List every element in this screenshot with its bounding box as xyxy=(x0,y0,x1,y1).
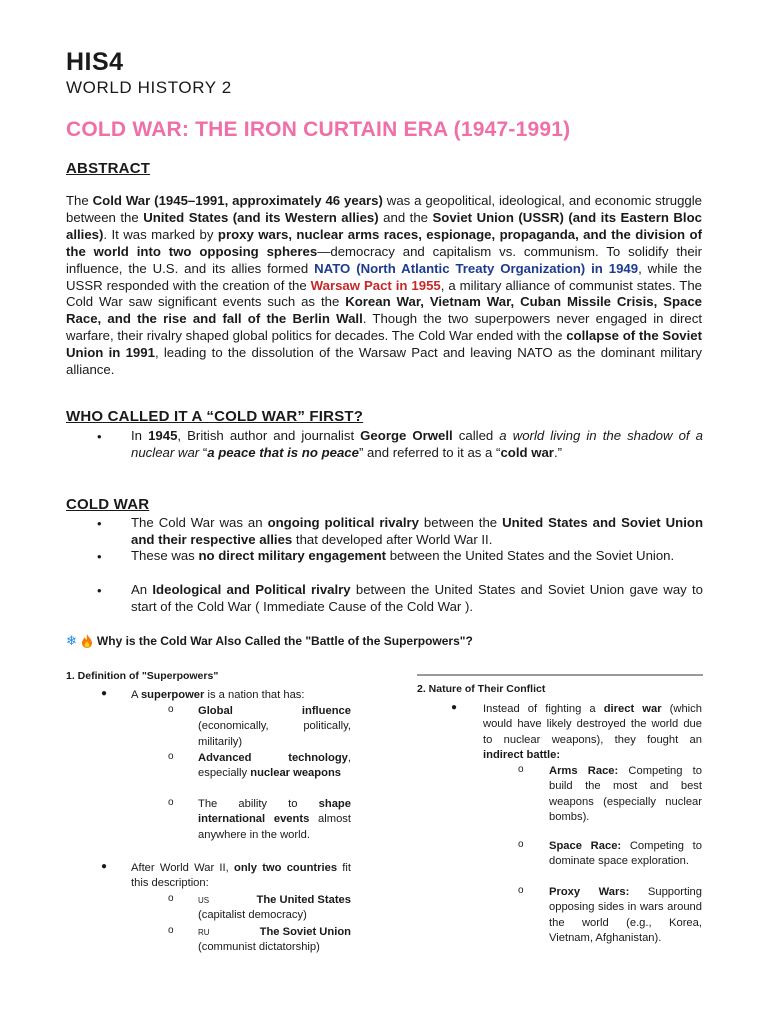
text-run: Global influence xyxy=(198,705,351,717)
orwell-item xyxy=(131,428,703,462)
abstract-heading: ABSTRACT xyxy=(66,160,151,177)
indirect-battle-intro xyxy=(483,702,702,763)
text-run: Korean War, Vietnam War, Cuban Missile Crisis, Space Race, and the rise and fall of the Berlin Wall xyxy=(66,294,702,327)
text-run: a peace that is no peace xyxy=(207,444,359,460)
text-run: NATO (North Atlantic Treaty Organization) in 1949 xyxy=(314,260,639,276)
circle-bullet-icon: o xyxy=(518,764,524,775)
cold-war-item-3 xyxy=(131,582,703,616)
main-title: COLD WAR: THE IRON CURTAIN ERA (1947-1991) xyxy=(66,118,571,141)
text-run: called xyxy=(452,428,500,443)
arms-race-item xyxy=(549,764,702,825)
text-run: indirect battle: xyxy=(483,748,561,761)
text-run: , while the USSR responded with the creation of the xyxy=(66,260,702,293)
text-run: Competing to dominate space exploration. xyxy=(549,840,702,868)
circle-bullet-icon: o xyxy=(168,704,174,715)
country-united-states xyxy=(198,893,351,924)
circle-bullet-icon: o xyxy=(168,751,174,762)
bullet-icon: • xyxy=(97,429,102,444)
trait-global-influence xyxy=(198,704,351,750)
text-run: 1945 xyxy=(148,428,178,443)
text-run: almost anywhere in the world. xyxy=(198,813,351,841)
text-run: The ability to xyxy=(198,798,319,810)
abstract-paragraph xyxy=(66,193,702,379)
text-run: a world living in the shadow of a nuclear war xyxy=(131,428,703,460)
country-name: The United States xyxy=(256,894,351,906)
text-run: ongoing political rivalry xyxy=(267,515,419,530)
space-race-item xyxy=(549,839,702,870)
bullet-icon: ● xyxy=(101,861,108,872)
text-run: (economically, politically, militarily) xyxy=(198,720,351,748)
bullet-icon: • xyxy=(97,549,102,564)
who-called-heading: WHO CALLED IT A “COLD WAR” FIRST? xyxy=(66,408,364,425)
section-divider xyxy=(417,674,703,676)
text-run: no direct military engagement xyxy=(198,548,387,563)
text-run: is a nation that has: xyxy=(204,689,305,701)
text-run: United States and Soviet Union and their respective allies xyxy=(131,515,704,547)
text-run: Proxy Wars: xyxy=(549,886,630,898)
bullet-icon: ● xyxy=(451,702,458,713)
text-run: fit this description: xyxy=(131,862,351,890)
circle-bullet-icon: o xyxy=(168,893,174,904)
snowflake-icon: ❄ xyxy=(66,633,77,648)
text-run: superpower xyxy=(140,689,205,701)
text-run: , British author and journalist xyxy=(177,428,361,443)
text-run: that developed after World War II. xyxy=(292,531,493,547)
text-run: In xyxy=(131,428,149,443)
circle-bullet-icon: o xyxy=(168,797,174,808)
definition-heading: 1. Definition of "Superpowers" xyxy=(66,670,219,682)
text-run: , a military alliance of communist states. The Cold War saw significant events such as the xyxy=(66,277,702,310)
text-run: A xyxy=(131,689,141,701)
text-run: cold war xyxy=(500,444,554,460)
bullet-icon: • xyxy=(97,516,102,531)
ru-flag-label: RU xyxy=(198,928,210,937)
text-run: direct war xyxy=(603,703,662,715)
text-run: An xyxy=(131,582,153,597)
text-run: After World War II, xyxy=(131,862,234,874)
text-run: Instead of fighting a xyxy=(483,703,604,715)
text-run: nuclear weapons xyxy=(250,767,342,780)
text-run: . It was marked by xyxy=(103,226,218,242)
country-description: (communist dictatorship) xyxy=(198,941,320,954)
text-run: The xyxy=(66,193,93,208)
text-run: was a geopolitical, ideological, and economic struggle between the xyxy=(66,193,703,225)
text-run: Space Race: xyxy=(549,840,622,852)
text-run: proxy wars, nuclear arms races, espionage, propaganda, and the division of the world into two opposing spheres xyxy=(66,226,702,259)
trait-advanced-technology xyxy=(198,751,351,782)
text-run: George Orwell xyxy=(360,428,453,443)
cold-war-item-1 xyxy=(131,515,703,549)
course-title: WORLD HISTORY 2 xyxy=(66,78,232,97)
text-run: The Cold War was an xyxy=(131,515,268,530)
course-code: HIS4 xyxy=(66,48,124,76)
fire-icon xyxy=(81,634,93,648)
circle-bullet-icon: o xyxy=(168,925,174,936)
text-run: collapse of the Soviet Union in 1991 xyxy=(66,328,702,361)
superpowers-question-text: Why is the Cold War Also Called the "Battle of the Superpowers"? xyxy=(96,634,473,648)
bullet-icon: ● xyxy=(101,688,108,699)
text-run: , leading to the dissolution of the Warsaw Pact and leaving NATO as the dominant military alliance. xyxy=(66,345,702,378)
bullet-icon: • xyxy=(97,583,102,598)
text-run: , especially xyxy=(198,752,351,780)
text-run: Arms Race: xyxy=(549,765,619,777)
superpower-definition xyxy=(131,688,361,703)
text-run: between the xyxy=(418,515,503,530)
trait-shape-events xyxy=(198,797,351,843)
country-name: The Soviet Union xyxy=(259,926,351,938)
text-run: “ xyxy=(199,444,208,460)
superpowers-question xyxy=(66,633,473,649)
us-flag-label: US xyxy=(198,896,210,905)
text-run: Warsaw Pact in 1955 xyxy=(310,277,441,293)
cold-war-heading: COLD WAR xyxy=(66,496,150,513)
text-run: These was xyxy=(131,548,199,563)
conflict-heading: 2. Nature of Their Conflict xyxy=(417,683,546,695)
text-run: Advanced technology xyxy=(198,752,348,764)
text-run: Supporting opposing sides in wars around the world (e.g., Korea, Vietnam, Afghanistan). xyxy=(549,886,702,944)
text-run: only two countries xyxy=(233,862,338,874)
country-description: (capitalist democracy) xyxy=(198,909,307,922)
circle-bullet-icon: o xyxy=(518,839,524,850)
text-run: . Though the two superpowers never engaged in direct warfare, their rivalry shaped global politics for decades. The Cold War ended with the xyxy=(66,311,702,344)
cold-war-item-2 xyxy=(131,548,703,565)
circle-bullet-icon: o xyxy=(518,885,524,896)
text-run: Ideological and Political rivalry xyxy=(152,582,351,597)
text-run: ” and referred to it as a “ xyxy=(358,444,501,460)
text-run: between the United States and the Soviet Union. xyxy=(386,548,675,563)
text-run: shape international events xyxy=(198,798,351,826)
text-run: .” xyxy=(553,444,562,460)
two-countries-intro xyxy=(131,861,351,892)
text-run: between the United States and Soviet Union gave way to start of the Cold War ( Immediate Cause of the Cold War ). xyxy=(131,582,704,614)
text-run: Soviet Union (USSR) (and its Eastern Bloc allies) xyxy=(66,209,702,242)
text-run: Competing to build the most and best weapons (especially nuclear bombs). xyxy=(549,765,702,823)
text-run: (which would have likely destroyed the world due to nuclear weapons), they fought an xyxy=(483,703,702,746)
text-run: Cold War (1945–1991, approximately 46 years) xyxy=(92,193,383,208)
text-run: —democracy and capitalism vs. communism. To solidify their influence, the U.S. and its allies formed xyxy=(66,243,702,276)
proxy-wars-item xyxy=(549,885,702,946)
text-run: United States (and its Western allies) xyxy=(143,209,379,225)
country-soviet-union xyxy=(198,925,351,956)
text-run: and the xyxy=(378,209,433,225)
